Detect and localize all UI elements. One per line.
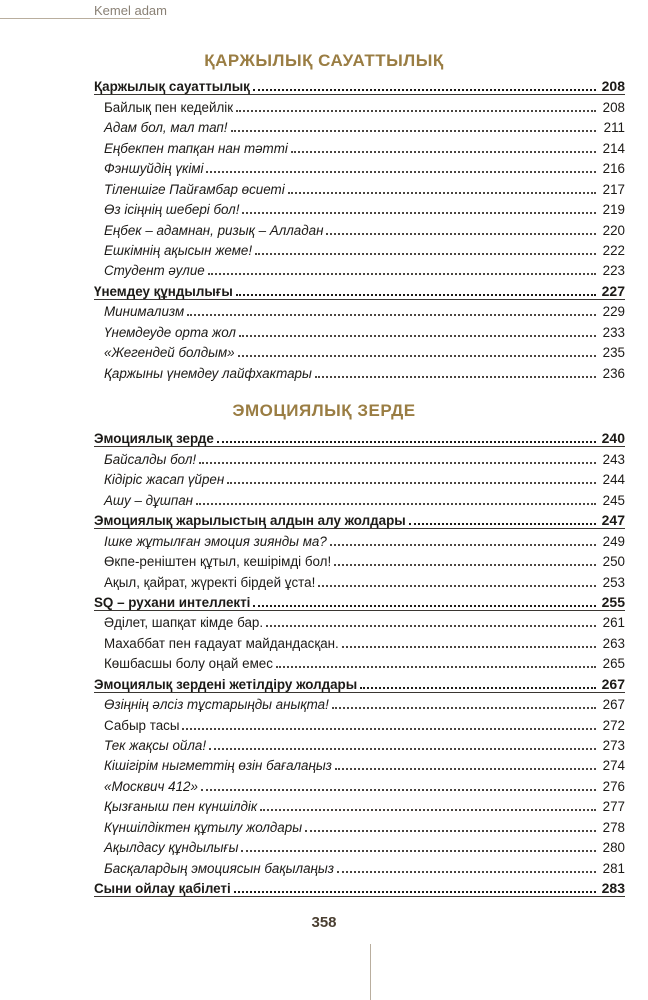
dot-leader [182,727,596,730]
toc-entry-title: Басқалардың эмоциясын бақылаңыз [104,860,334,876]
running-head: Kemel adam [94,3,167,18]
toc-page-number: 223 [602,263,625,279]
toc-page-number: 265 [602,656,625,672]
toc-subentry [94,239,625,259]
toc-entry-title: Қаржылық сауаттылық [94,79,250,95]
toc-entry-title: Сабыр тасы [104,717,180,733]
toc-entry-title: Эмоциялық зердені жетілдіру жолдары [94,676,358,692]
toc-entry-title: «Москвич 412» [104,778,198,794]
toc-subentry [94,136,625,156]
toc-page-number: 236 [602,365,625,381]
dot-leader [337,870,596,873]
toc-page-number: 249 [602,533,625,549]
toc-subentry [94,795,625,815]
dot-leader [334,563,596,566]
toc-entry-title: Адам бол, мал тап! [104,120,228,136]
toc-subentry [94,468,625,488]
toc-page-number: 267 [601,675,625,692]
toc-entry-title: Ақылдасу құндылығы [104,840,239,856]
dot-leader [208,272,596,275]
dot-leader [217,440,596,443]
toc-entry-title: SQ – рухани интеллекті [94,594,251,610]
toc-entry-title: Ішке жұтылған эмоция зиянды ма? [104,533,327,549]
dot-leader [305,829,596,832]
dot-leader [332,706,596,709]
toc-page-number: 274 [602,758,625,774]
toc-subentry [94,693,625,713]
dot-leader [335,767,596,770]
toc-page-number: 255 [601,593,625,610]
toc-subentry [94,529,625,549]
toc-page-number: 244 [602,472,625,488]
dot-leader [234,890,596,893]
toc-entry-title: Байлық пен кедейлік [104,99,234,115]
toc-subentry [94,774,625,794]
toc-entry-title: Ашу – дұшпан [104,492,194,508]
toc-page-number: 283 [601,880,625,897]
dot-leader [206,170,596,173]
dot-leader [342,645,596,648]
dot-leader [209,747,596,750]
toc-page-number: 211 [603,120,625,136]
dot-leader [276,665,596,668]
toc-subentry [94,177,625,197]
toc-subentry [94,341,625,361]
toc-subentry [94,836,625,856]
toc-entry-title: Сыни ойлау қабілеті [94,881,231,897]
dot-leader [236,293,596,296]
toc-entry-title: Үнемдеуде орта жол [104,324,236,340]
section-title-financial-literacy: ҚАРЖЫЛЫҚ САУАТТЫЛЫҚ [204,51,444,70]
toc-subentry [94,631,625,651]
dot-leader [253,88,596,91]
toc-chapter-entry [94,427,625,447]
dot-leader [231,129,597,132]
toc-entry-title: Қаржыны үнемдеу лайфхактары [104,365,312,381]
toc-entry-title: Өз ісіңнің шебері бол! [104,202,240,218]
toc-page-number: 217 [602,181,625,197]
dot-leader [255,252,596,255]
toc-chapter-entry [94,279,625,299]
dot-leader [236,109,596,112]
toc-subentry [94,550,625,570]
toc-chapter-entry [94,672,625,692]
toc-chapter-entry [94,877,625,897]
toc-page-number: 281 [602,860,625,876]
dot-leader [196,502,596,505]
dot-leader [238,354,596,357]
toc-page-number: 243 [602,451,625,467]
dot-leader [360,686,596,689]
toc-subentry [94,754,625,774]
toc-entry-title: Минимализм [104,304,185,320]
toc-entry-title: Әділет, шапқат кімде бар. [104,615,264,631]
toc-entry-title: Эмоциялық жарылыстың алдын алу жолдары [94,513,406,529]
toc-page-number: 222 [602,242,625,258]
toc-subentry [94,320,625,340]
toc-entry-title: Ешкімнің ақысын жеме! [104,242,253,258]
dot-leader [315,375,596,378]
toc-page-number: 280 [602,840,625,856]
toc-page-number: 267 [602,697,625,713]
toc-subentry [94,570,625,590]
toc-page-number: 261 [602,615,625,631]
toc-entry-title: Өкпе-реніштен құтыл, кешірімді бол! [104,554,332,570]
toc-subentry [94,611,625,631]
toc-subentry [94,95,625,115]
dot-leader [187,313,596,316]
dot-leader [253,604,596,607]
toc-subentry [94,218,625,238]
dot-leader [199,461,596,464]
header-rule [0,18,150,19]
toc-page-number: 245 [602,492,625,508]
toc-page-number: 229 [602,304,625,320]
toc-page-number: 247 [601,512,625,529]
toc-entry-title: Үнемдеу құндылығы [94,283,233,299]
toc-subentry [94,300,625,320]
toc-subentry [94,259,625,279]
footer-rule [370,944,371,1000]
toc-subentry [94,447,625,467]
toc-entry-title: Күншілдіктен құтылу жолдары [104,819,303,835]
toc-emotional-intelligence [94,427,625,897]
toc-page-number: 240 [601,430,625,447]
toc-entry-title: Тіленшіге Пайғамбар өсиеті [104,181,285,197]
toc-subentry [94,713,625,733]
toc-page-number: 227 [601,282,625,299]
toc-entry-title: Фэншуйдің үкімі [104,161,204,177]
toc-page-number: 277 [602,799,625,815]
toc-entry-title: Эмоциялық зерде [94,431,214,447]
toc-chapter-entry [94,591,625,611]
toc-subentry [94,856,625,876]
toc-subentry [94,157,625,177]
toc-page-number: 273 [602,738,625,753]
toc-chapter-entry [94,75,625,95]
dot-leader [409,522,596,525]
toc-page-number: 220 [602,222,625,238]
toc-page-number: 235 [602,345,625,361]
toc-entry-title: Кідіріс жасап үйрен [104,472,225,488]
dot-leader [242,211,596,214]
toc-entry-title: Махаббат пен ғадауат майдандасқан. [104,635,339,651]
toc-entry-title: «Жегендей болдым» [104,345,235,361]
toc-page-number: 278 [602,819,625,835]
dot-leader [330,543,596,546]
page-number: 358 [311,914,337,931]
toc-financial-literacy [94,75,625,382]
toc-entry-title: Еңбекпен тапқан нан тәтті [104,140,288,156]
toc-page-number: 214 [602,140,625,156]
dot-leader [260,808,596,811]
toc-entry-title: Байсалды бол! [104,451,197,467]
toc-page-number: 263 [602,635,625,651]
toc-chapter-entry [94,509,625,529]
dot-leader [291,150,596,153]
toc-page-number: 208 [601,78,625,95]
toc-subentry [94,198,625,218]
toc-page-number: 272 [602,717,625,733]
dot-leader [318,584,596,587]
dot-leader [201,788,596,791]
toc-subentry [94,116,625,136]
toc-page-number: 216 [602,161,625,177]
toc-entry-title: Тек жақсы ойла! [104,738,207,753]
toc-page-number: 208 [602,99,625,115]
toc-page-number: 253 [602,574,625,590]
dot-leader [266,624,596,627]
dot-leader [288,191,596,194]
toc-page-number: 233 [602,324,625,340]
toc-page-number: 276 [602,778,625,794]
toc-entry-title: Өзіңнің әлсіз тұстарыңды анықта! [104,697,329,713]
toc-subentry [94,652,625,672]
toc-entry-title: Студент әулие [104,263,205,279]
toc-entry-title: Еңбек – адамнан, ризық – Алладан [104,222,324,238]
toc-subentry [94,734,625,754]
toc-subentry [94,488,625,508]
toc-subentry [94,361,625,381]
section-title-emotional-intelligence: ЭМОЦИЯЛЫҚ ЗЕРДЕ [232,401,416,420]
dot-leader [239,334,596,337]
toc-entry-title: Кішігірім ныгметтің өзін бағалаңыз [104,758,332,774]
dot-leader [241,849,596,852]
toc-page-number: 250 [602,554,625,570]
toc-entry-title: Ақыл, қайрат, жүректі бірдей ұста! [104,574,316,590]
dot-leader [326,232,596,235]
toc-page-number: 219 [602,202,625,218]
toc-subentry [94,815,625,835]
dot-leader [227,481,596,484]
toc-entry-title: Көшбасшы болу оңай емес [104,656,273,672]
toc-entry-title: Қызғаныш пен күншілдік [104,799,258,815]
